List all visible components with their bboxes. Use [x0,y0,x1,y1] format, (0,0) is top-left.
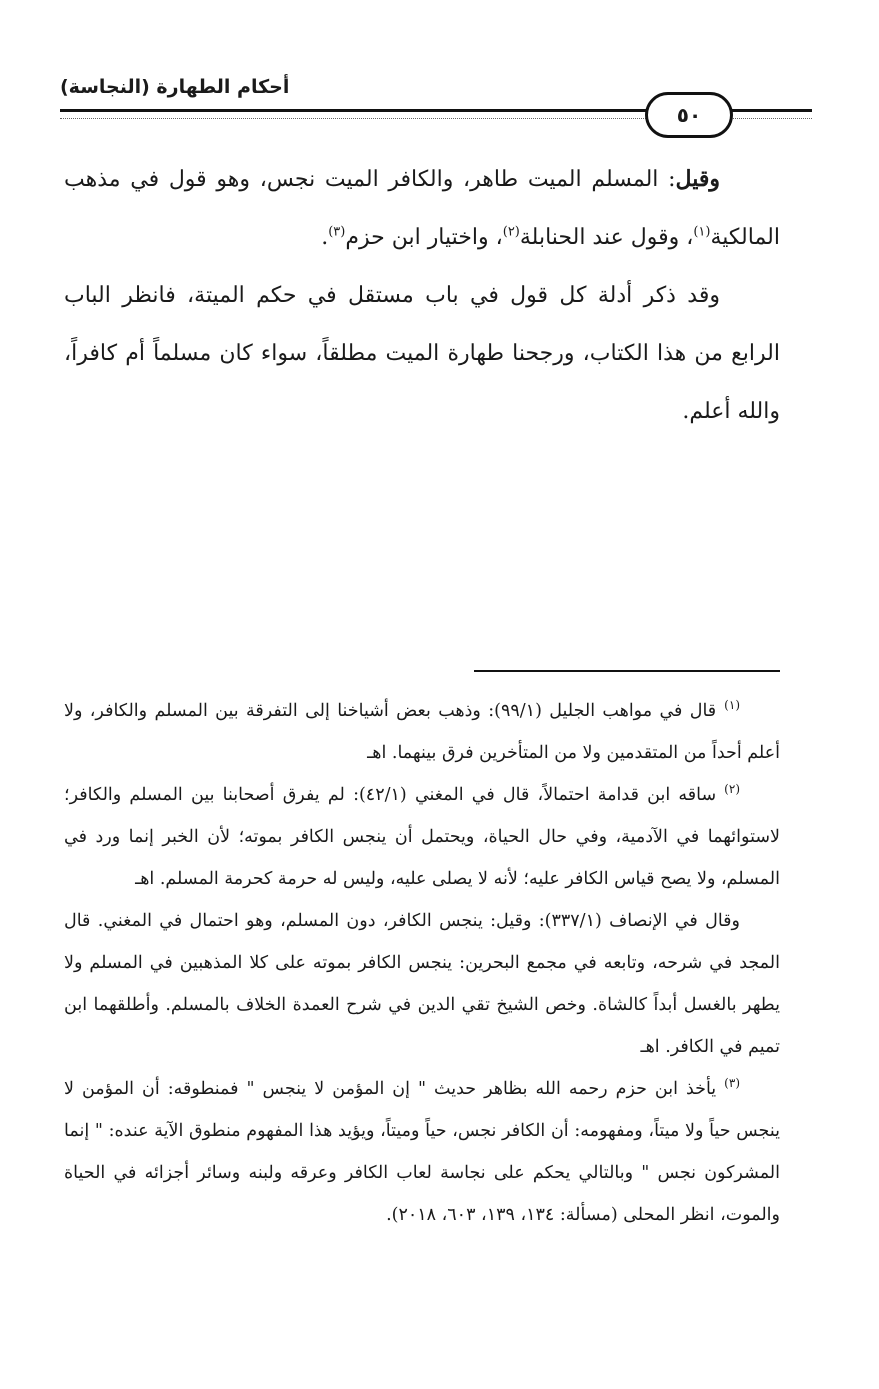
footnote-3-number: (٣) [724,1076,740,1091]
paragraph-1-text-a: : المسلم الميت طاهر، والكافر الميت نجس، وهو قول في مذهب المالكية [64,167,780,250]
paragraph-1-text-d: . [321,225,329,250]
footnote-1-number: (١) [724,698,740,713]
paragraph-2: وقد ذكر أدلة كل قول في باب مستقل في حكم الميتة، فانظر الباب الرابع من هذا الكتاب، ورجحنا طهارة الميت مطلقاً، سواء كان مسلماً أم كافراً، والله أعلم. [64,283,780,424]
page-number: ٥٠ [645,92,733,138]
footnote-1-text: قال في مواهب الجليل (٩٩/١): وذهب بعض أشياخنا إلى التفرقة بين المسلم والكافر، ولا أعلم أحداً من المتقدمين ولا من المتأخرين فرق بينهما. اهـ [64,701,780,763]
footnote-2 [64,774,780,900]
footnote-2-text: ساقه ابن قدامة احتمالاً، قال في المغني (٤٢/١): لم يفرق أصحابنا بين المسلم والكافر؛ لاستوائهما في الآدمية، وفي حال الحياة، ويحتمل أن ينجس الكافر بموته؛ لأن الخبر إنما ورد في المسلم، ولا يصح قياس الكافر عليه؛ لأنه لا يصلى عليه، وليس له حرمة كحرمة المسلم. اهـ [64,785,780,889]
footnote-ref-2[interactable]: (٢) [502,224,520,240]
paragraph-1-text-b: ، وقول عند الحنابلة [519,225,694,250]
footnote-ref-1[interactable]: (١) [693,224,711,240]
main-text [64,150,780,441]
footnote-2-continuation: وقال في الإنصاف (٣٣٧/١): وقيل: ينجس الكافر، دون المسلم، وهو احتمال في المغني. قال المجد في شرحه، وتابعه في مجمع البحرين: ينجس الكافر بموته على كلا المذهبين في المسلم ولا يطهر بالغسل أبداً كالشاة. وخص الشيخ تقي الدين في شرح العمدة الخلاف بالمسلم. وأطلقهما ابن تميم في الكافر. اهـ [64,911,780,1057]
footnotes [64,690,780,1236]
footnote-3 [64,1068,780,1236]
footnote-1 [64,690,780,774]
paragraph-1 [64,150,780,267]
paragraph-1-label: وقيل [675,166,720,192]
running-title: أحكام الطهارة (النجاسة) [60,76,290,98]
footnote-2-number: (٢) [724,782,740,797]
paragraph-1-text-c: ، واختيار ابن حزم [345,225,503,250]
footnote-separator [474,670,780,672]
footnote-ref-3[interactable]: (٣) [328,224,346,240]
footnote-3-text: يأخذ ابن حزم رحمه الله بظاهر حديث " إن المؤمن لا ينجس " فمنطوقه: أن المؤمن لا ينجس حياً ولا ميتاً، ومفهومه: أن الكافر نجس، حياً وميتاً، ويؤيد هذا المفهوم منطوق الآية عنده: " إنما المشركون نجس " وبالتالي يحكم على نجاسة لعاب الكافر وعرقه ولبنه وسائر أجزائه في الحياة والموت، انظر المحلى (مسألة: ١٣٤، ١٣٩، ٦٠٣، ٢٠١٨). [64,1079,780,1225]
